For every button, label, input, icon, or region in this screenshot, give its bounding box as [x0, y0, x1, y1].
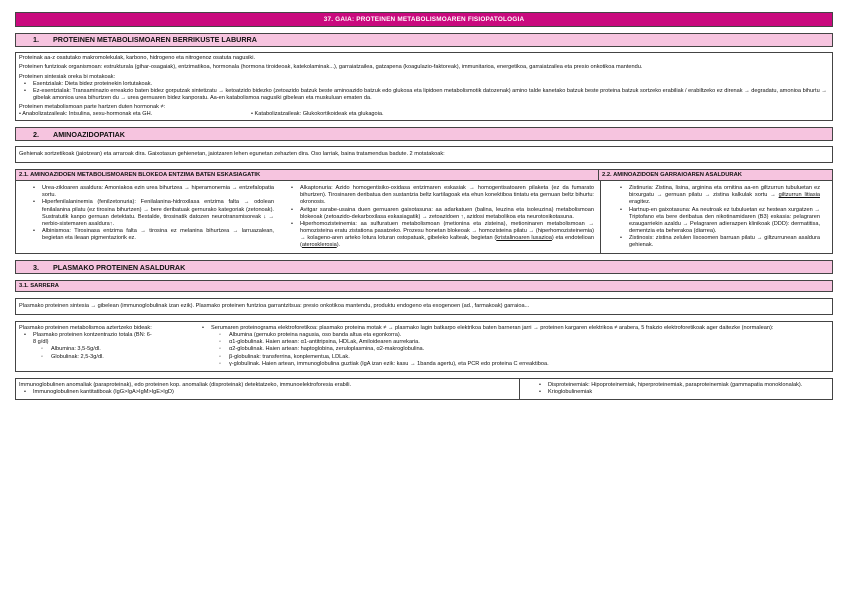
- list-item: • Serumaren proteinograma elektroforetikoa: plasmako proteina motak ≠ → plasmako lagin batkarpo elektrikoa baten barneran jarri → proteinen kargaren elektrikoa ≠ arabera, 5 frakzio elektroforetikoak ager daitezke (normalean):: [197, 325, 829, 332]
- list-item: • Alkaptonuria: Azido homogentisiko-oxidasa entzimaren eskasiak → homogentisatoaren pilaketa (ez da fumarato bihurtzen). Tirosinaren deribatua den sustantzia beltz kartilagoak eta ehun konektiboa tintatu eta gernuan beltz bihurtu: okronosis.: [286, 185, 594, 206]
- section-1-body: [15, 52, 833, 121]
- section-2-subheaders: [15, 169, 833, 181]
- underlined-term: giltzurrun litiasia: [778, 192, 820, 199]
- hormone-anabolic: • Anabolizatzaileak: Intsulina, sexu-hormonak eta GH.: [19, 111, 153, 118]
- subsection-3-1-title: 3.1. SARRERA: [15, 280, 833, 292]
- text-run: Hiperhomozisteinemia: aa sulfuratuen metabolismoan (metionina eta zisteina), metioninaren metabolismoan → homozisteina eratu zistationa pasatzeko. Prozesu honetan blokeoak → homozisteina pilatu → (hiperhomozisteinemia) → kolageno-aren arteko lotura loturan ostopatuak, gibeleko kalteak, begietan: [300, 220, 594, 241]
- bottom-left: [16, 379, 520, 399]
- section-1-header: [15, 33, 833, 47]
- list-item: • Hiperhomozisteinemia: aa sulfuratuen metabolismoan (metionina eta zisteina), metioninaren metabolismoan → homozisteina eratu zistationa pasatzeko. Prozesu honetan blokeoak → homozisteina pilatu → (hiperhomozisteinemia) → kolageno-aren arteko lotura loturan ostopatuak, gibeleko kalteak, begietan (kristalinoaren luxazioa) eta endotelioan (aterosklerosia).: [286, 221, 594, 249]
- list-subitem: ◦ β-globulinak: transferrina, konplementua, LDLak.: [197, 354, 829, 361]
- bullet-list: [19, 81, 829, 102]
- column-enzyme-2: [286, 181, 600, 253]
- section-3-intro: Plasmako proteinen sintesia → gibelean (immunoglobulinak izan ezik). Plasmako proteinen funtzioa garrantzitsua: presio onkotikoa mantendu, produktu endogeno eta exogenoen (ad., farmakoak) garraioa...: [15, 298, 833, 315]
- section-3-bottom: [15, 378, 833, 400]
- underlined-term: kristalinoaren luxazioa: [496, 234, 552, 241]
- list-item: • Hartnup-en gaixotasuna: Aa neutroak ez tubuluetan ez hestean xurgatzen → Triptofano eta bere deribatua den nikotinamidaren (B3) eskasia: pelagraren ezaugarriekin azaldu → Pelagraren adierazpen klinikoak (DDD): dermatitisa, dementzia eta beherakoa (diarrea).: [615, 207, 820, 235]
- page-title: 37. GAIA: PROTEINEN METABOLISMOAREN FISIOPATOLOGIA: [15, 12, 833, 27]
- methods-right: [193, 325, 829, 368]
- paragraph: Immunoglobulinen anomaliak (paraproteinak), edo proteinen kop. anomaliak (disproteinak) detektatzeko, immunoelektroforesia erabili.: [19, 381, 352, 388]
- list-item: • Avitgar sarabe-usaina duen gernuaren gaixotasuna: aa adarkatuen (balina, leuzina eta isoleuzina) metabolismoan blokeoak (zetoazido-dekarboxilasa eskasiagatik) → zetoazidoen ↑, azidosi metabolikoa eta neurotoxikotasuna.: [286, 207, 594, 221]
- text-run: ).: [336, 241, 341, 248]
- paragraph: Proteinen metabolismoan parte hartzen duten hormonak ≠:: [19, 103, 166, 110]
- section-3-header: [15, 260, 833, 274]
- list-subitem: ◦ α1-globulinak. Haien artean: α1-antitripsina, HDLak, Amiloidearen aurrekaria.: [197, 339, 829, 346]
- bullet-list: [286, 185, 594, 249]
- list-subitem: ◦ Globulinak: 2,5-3g/dl.: [19, 354, 193, 361]
- section-3-methods: [15, 321, 833, 372]
- column-transport: [600, 181, 832, 253]
- list-item: • Krioglobulinemiak: [534, 389, 820, 396]
- subsection-2-2-title: 2.2. AMINOAZIDOEN GARRAIOAREN ASALDURAK: [599, 169, 833, 181]
- list-item: • Plasmako proteinen kontzentrazio totala (BN: 6-8 g/dl): [19, 332, 193, 346]
- list-item: • Disproteinemiak: Hipoproteinemiak, hiperproteinemiak, paraproteinemiak (gammapatia monoklonalak).: [534, 382, 820, 389]
- section-1-title: PROTEINEN METABOLISMOAREN BERRIKUSTE LABURRA: [53, 35, 257, 45]
- list-subitem: ◦ Albumina: 3,5-5g/dl.: [19, 346, 193, 353]
- list-item: • Immunoglobulinen kantitatiboak (IgG>IgA>IgM>IgE>IgD): [19, 389, 516, 396]
- bullet-list: [534, 382, 820, 396]
- section-2-number: 2.: [33, 129, 39, 139]
- paragraph: Proteinak aa-z osatutako makromolekulak, karbono, hidrogeno eta nitrogenoz osatuta nagusiki.: [19, 55, 256, 61]
- list-item: • Ez-esentzialak: Transaminazio erreakzio baten bidez gorputzak sintetizatu → ketoatzido bidezko (zetoazido batzuk beste aminoazido batzuk edo glukosa eta lipidoen metabolismotik datozenak) amino talde kanetako batzuk beste proteina batzuk sortzeko erabiliak / erabiltzeko ez direnak → degradatu, amonioa bihurtu → gibelak amonioa urea bihurtzen du → urea gernuaren bidez kanporatu. Aa-en katabolismoa nagusiki gibelean eta muskuluan ematen da.: [19, 88, 829, 102]
- list-item: • Urea-zikloaren asaldura: Amoniakoa ezin urea bihurtzea → hiperamonemia → entzefalopatia sortu.: [28, 185, 274, 199]
- list-item: • Esentzialak: Dieta bidez proteinekin lortutakoak.: [19, 81, 829, 88]
- paragraph: Proteinen funtzioak organismoan: estrukturala (gihar-osagaiak), entzimatikoa, hormonala (hormona tiroideoak, katekolaminak...), garraiatzailea, gatzapena (koagulazio-faktoreak), immunitarioa, energetikoa, garraiatzailea eta presio onkotikoa mantendu.: [19, 64, 643, 71]
- hormone-catabolic: • Katabolizatzaileak: Glukokortikoideak eta glukagoia.: [251, 111, 384, 118]
- paragraph: Plasmako proteinen metabolismoa aztertzeko bideak:: [19, 325, 152, 332]
- paragraph: Proteinen sintesiak oreka bi motakoak:: [19, 73, 116, 80]
- document-page: [15, 12, 833, 400]
- section-2-header: [15, 127, 833, 141]
- list-subitem: ◦ α2-globulinak. Haien artean: haptoglobina, zeruloplasmina, α2-makroglobulina.: [197, 346, 829, 353]
- list-item: • Zistinuria: Zistina, lisina, arginina eta ornitina aa-en giltzurrun tubuluetan ez birxurgatu → gernuan pilatu → zistina kalkulak sortu → giltzurrun litiasia eragitez.: [615, 185, 820, 206]
- column-enzyme-1: [16, 181, 286, 253]
- section-2-columns: [15, 181, 833, 254]
- bullet-list: [19, 389, 516, 396]
- methods-left: [19, 325, 193, 368]
- section-2-title: AMINOAZIDOPATIAK: [53, 129, 125, 139]
- bottom-right: [520, 379, 832, 399]
- section-2-intro: Gehienak sortzetikoak (jaiotzean) eta arraroak dira. Gaixotasun gehienetan, jaiotzaren lehen egunetan zehazten dira. Oso larriak, baina tratamendua badute. 2 motatakoak:: [15, 146, 833, 163]
- section-1-number: 1.: [33, 35, 39, 45]
- list-item: • Zistinosis: zistina zelulen lisosomen barruan pilatu → giltzurrunean asaldura gehienak.: [615, 235, 820, 249]
- bullet-list: [19, 332, 193, 360]
- list-subitem: ◦ γ-globulinak. Haien artean, immunoglobulina guztiak (IgA izan ezik: kasu → 1banda agertu), eta PCR edo proteina C erreaktiboa.: [197, 361, 829, 368]
- text-run: ) eta endotelioan (: [300, 234, 594, 248]
- list-subitem: ◦ Albumina (gernuko proteina nagusia, oso banda altua eta egonkorra).: [197, 332, 829, 339]
- bullet-list: [197, 325, 829, 368]
- underlined-term: aterosklerosia: [301, 241, 337, 248]
- section-3-number: 3.: [33, 262, 39, 272]
- bullet-list: [28, 185, 274, 242]
- list-item: • Albinismoa: Tirosinasa entzima falta → tirosina ez melanina bihurtzea → larruazalean, begietan eta ileaan pigmentaziorik ez.: [28, 228, 274, 242]
- section-3-title: PLASMAKO PROTEINEN ASALDURAK: [53, 262, 186, 272]
- subsection-2-1-title: 2.1. AMINOAZIDOEN METABOLISMOAREN BLOKEOA ENTZIMA BATEN ESKASIAGATIK: [15, 169, 599, 181]
- list-item: • Hiperfenilalaninemia (fenilzetonuria): Fenilalanina-hidroxilasa entzima falta → odolean fenilalanina pilatu (ez tirosina bihurtzen) → bere deribatuak gernurako kategoriak (zetonoak). Sustratutik kanpo gernuan detektatu. Bestalde, tirosinatik datozen neurotransmisoreak ↓ → nerbio-sistemaren asaldura↑.: [28, 199, 274, 227]
- bullet-list: [615, 185, 820, 249]
- hormone-row: [19, 111, 829, 118]
